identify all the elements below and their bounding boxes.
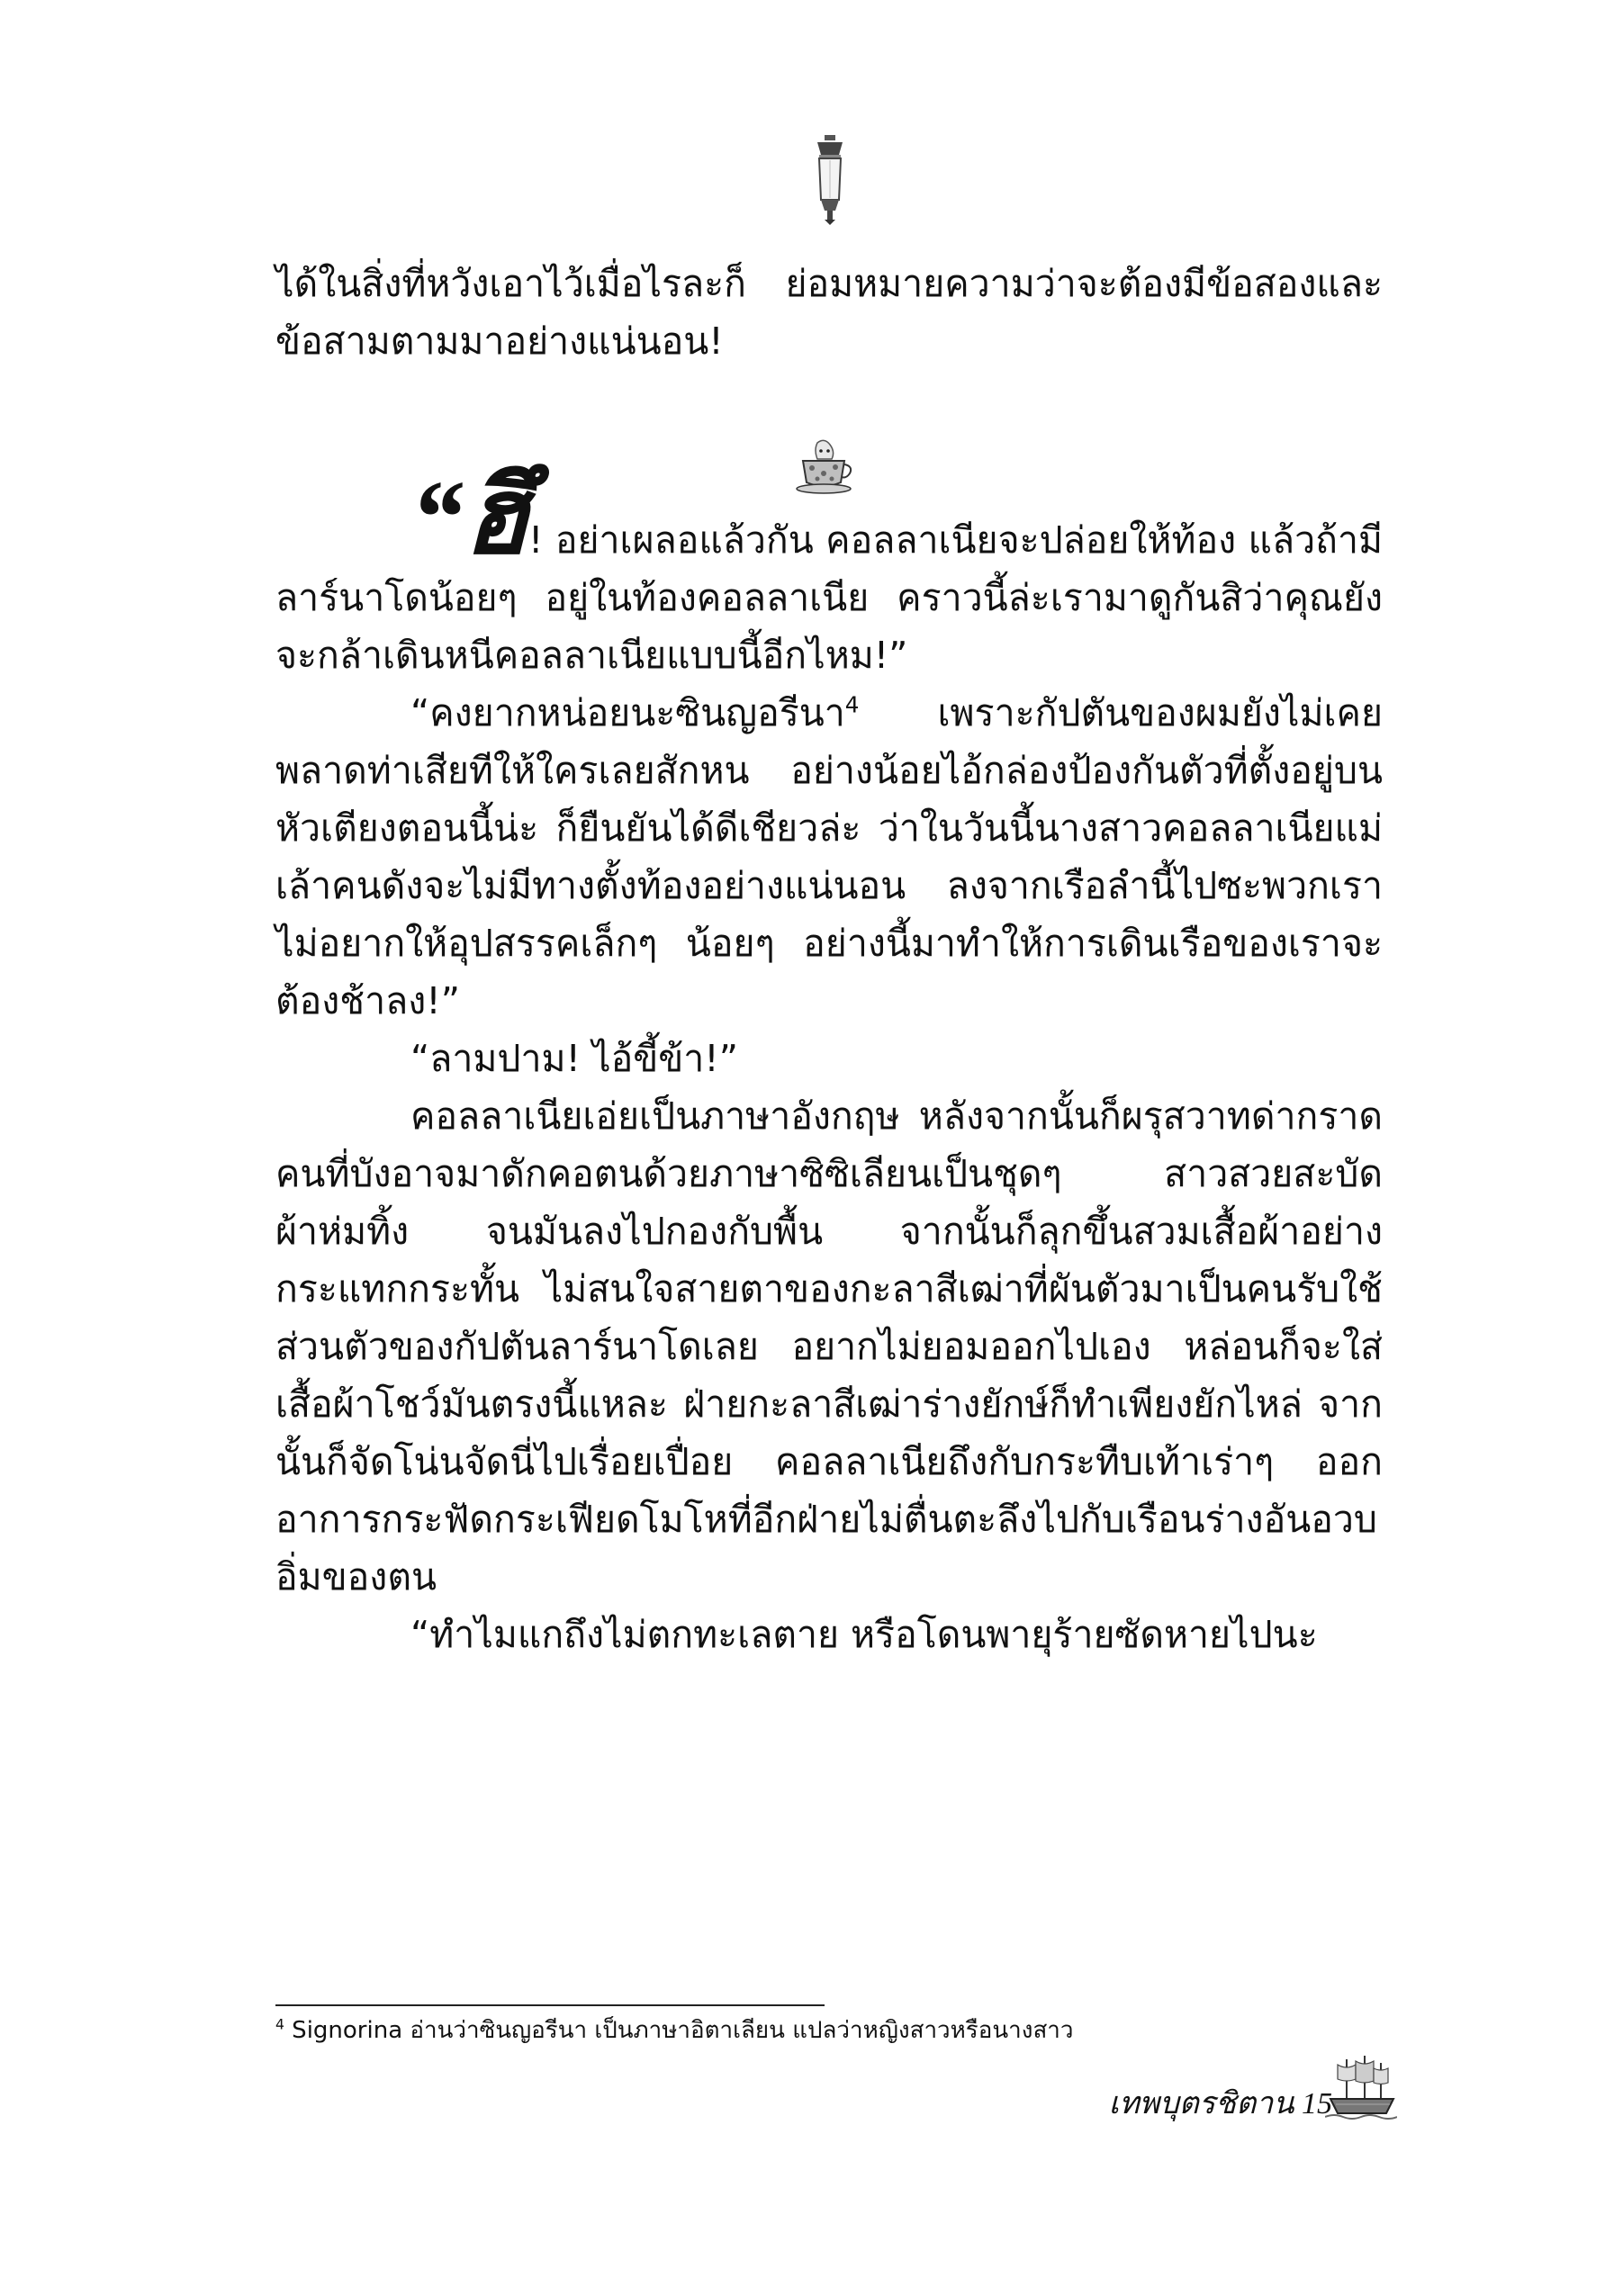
paragraph-text: “คงยากหน่อยนะซินญอรีนา — [410, 691, 845, 734]
top-continuation — [275, 255, 1383, 370]
paragraph-outburst: “ลามปาม! ไอ้ขี้ข้า!” — [410, 1037, 738, 1080]
ship-icon — [1325, 2054, 1397, 2122]
paragraph-final: “ทำไมแกถึงไม่ตกทะเลตาย หรือโดนพายุร้ายซัดหายไปนะ — [410, 1613, 1318, 1656]
dropcap: “ฮึ — [410, 458, 529, 576]
paragraph-captain-reply — [275, 684, 1383, 1030]
page-number: 15 — [1302, 2087, 1332, 2120]
continuation-paragraph: ได้ในสิ่งที่หวังเอาไว้เมื่อไรละก็ ย่อมหมายความว่าจะต้องมีข้อสองและข้อสามตามมาอย่างแน่นอน! — [275, 262, 1383, 363]
opening-paragraph — [275, 458, 1383, 684]
book-title: เทพบุตรชิตาน — [1108, 2087, 1294, 2120]
running-footer — [1109, 2086, 1332, 2122]
paragraph-text: เพราะกัปตันของผมยังไม่เคยพลาดท่าเสียทีให้ใครเลยสักหน อย่างน้อยไอ้กล่องป้องกันตัวที่ตั้งอยู่บนหัวเตียงตอนนี้น่ะ ก็ยืนยันได้ดีเชียวล่ะ ว่าในวันนี้นางสาวคอลลาเนียแม่เล้าคนดังจะไม่มีทางตั้งท้องอย่างแน่นอน ลงจากเรือลำนี้ไปซะพวกเราไม่อยากให้อุปสรรคเล็กๆ น้อยๆ อย่างนี้มาทำให้การเดินเรือของเราจะต้องช้าลง!” — [275, 691, 1383, 1022]
footnote-number: 4 — [275, 2016, 284, 2033]
paragraph-narration: คอลลาเนียเอ่ยเป็นภาษาอังกฤษ หลังจากนั้นก็ผรุสวาทด่ากราดคนที่บังอาจมาดักคอตนด้วยภาษาซิซิเลียนเป็นชุดๆ สาวสวยสะบัดผ้าห่มทิ้ง จนมันลงไปกองกับพื้น จากนั้นก็ลุกขึ้นสวมเสื้อผ้าอย่างกระแทกกระทั้น ไม่สนใจสายตาของกะลาสีเฒ่าที่ผันตัวมาเป็นคนรับใช้ส่วนตัวของกัปตันลาร์นาโดเลย อยากไม่ยอมออกไปเอง หล่อนก็จะใส่เสื้อผ้าโชว์มันตรงนี้แหละ ฝ่ายกะลาสีเฒ่าร่างยักษ์ก็ทำเพียงยักไหล่ จากนั้นก็จัดโน่นจัดนี่ไปเรื่อยเปื่อย คอลลาเนียถึงกับกระทืบเท้าเร่าๆ ออกอาการกระฟัดกระเฟียดโมโหที่อีกฝ่ายไม่ตื่นตะลึงไปกับเรือนร่างอันอวบอิ่มของตน — [275, 1094, 1383, 1598]
footnote-text: Signorina อ่านว่าซินญอรีนา เป็นภาษาอิตาเลียน แปลว่าหญิงสาวหรือนางสาว — [284, 2017, 1074, 2044]
footnote — [275, 2014, 1383, 2047]
main-body — [275, 458, 1383, 1663]
opening-text: ! อย่าเผลอแล้วกัน คอลลาเนียจะปล่อยให้ท้อง แล้วถ้ามีลาร์นาโดน้อยๆ อยู่ในท้องคอลลาเนีย คราวนี้ล่ะเรามาดูกันสิว่าคุณยังจะกล้าเดินหนีคอลลาเนียแบบนี้อีกไหม!” — [275, 518, 1383, 677]
footnote-rule — [275, 2004, 825, 2006]
footnote-ref: 4 — [844, 691, 860, 718]
lantern-icon — [812, 135, 848, 225]
opening-spacer — [275, 518, 410, 562]
